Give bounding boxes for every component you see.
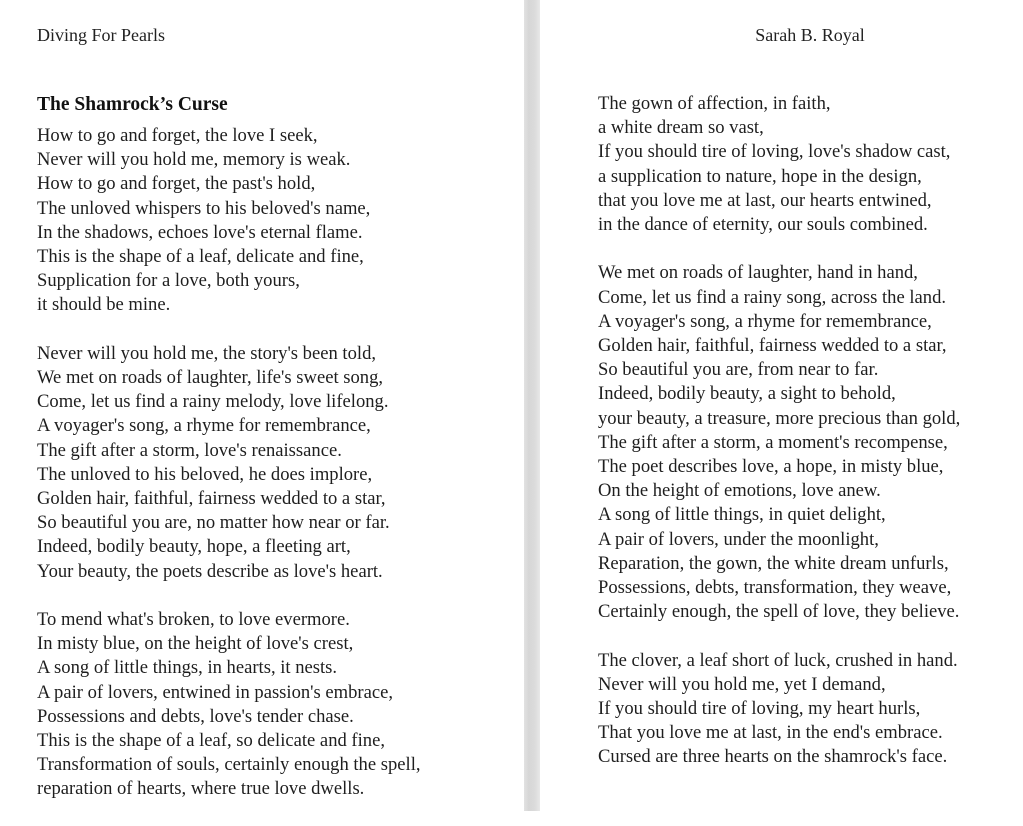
right-page-poem-body xyxy=(598,92,960,794)
poem-line: The poet describes love, a hope, in misty blue, xyxy=(598,456,944,478)
stanza xyxy=(598,261,960,624)
poem-line: On the height of emotions, love anew. xyxy=(598,480,881,502)
poem-line: Come, let us find a rainy melody, love lifelong. xyxy=(37,391,389,413)
poem-line: The unloved whispers to his beloved's name, xyxy=(37,197,371,219)
stanza xyxy=(37,608,421,802)
poem-line: The gift after a storm, a moment's recompense, xyxy=(598,431,948,453)
poem-line: If you should tire of loving, love's shadow cast, xyxy=(598,141,951,163)
poem-line: Supplication for a love, both yours, xyxy=(37,270,300,292)
page-gutter-divider xyxy=(524,0,540,811)
poem-line: in the dance of eternity, our souls combined. xyxy=(598,214,928,236)
poem-line: If you should tire of loving, my heart hurls, xyxy=(598,698,921,720)
poem-line: Certainly enough, the spell of love, they believe. xyxy=(598,601,960,623)
poem-line: A song of little things, in quiet delight, xyxy=(598,504,886,526)
poem-line: it should be mine. xyxy=(37,294,171,316)
right-page xyxy=(540,0,1023,811)
poem-line: Never will you hold me, yet I demand, xyxy=(598,673,886,695)
poem-title: The Shamrock’s Curse xyxy=(37,94,228,115)
poem-line: That you love me at last, in the end's embrace. xyxy=(598,722,943,744)
author-name-header: Sarah B. Royal xyxy=(755,25,865,45)
poem-line: Golden hair, faithful, fairness wedded to a star, xyxy=(37,488,386,510)
poem-line: The unloved to his beloved, he does implore, xyxy=(37,463,373,485)
poem-line: We met on roads of laughter, life's sweet song, xyxy=(37,367,384,389)
stanza xyxy=(598,92,960,237)
stanza xyxy=(37,342,421,584)
poem-line: In the shadows, echoes love's eternal flame. xyxy=(37,221,363,243)
poem-line: Possessions, debts, transformation, they weave, xyxy=(598,577,952,599)
poem-line: Transformation of souls, certainly enough the spell, xyxy=(37,754,421,776)
poem-line: So beautiful you are, no matter how near or far. xyxy=(37,512,390,534)
poem-line: a supplication to nature, hope in the design, xyxy=(598,165,922,187)
poem-line: Cursed are three hearts on the shamrock's face. xyxy=(598,746,948,768)
poem-line: Golden hair, faithful, fairness wedded to a star, xyxy=(598,335,947,357)
poem-line: A voyager's song, a rhyme for remembrance, xyxy=(37,415,371,437)
poem-line: So beautiful you are, from near to far. xyxy=(598,359,879,381)
poem-line: Indeed, bodily beauty, hope, a fleeting art, xyxy=(37,536,351,558)
poem-line: This is the shape of a leaf, so delicate and fine, xyxy=(37,730,385,752)
left-page-poem-body xyxy=(37,124,421,826)
poem-line: A pair of lovers, entwined in passion's embrace, xyxy=(37,681,394,703)
poem-line: Reparation, the gown, the white dream unfurls, xyxy=(598,552,949,574)
stanza xyxy=(37,124,421,318)
poem-line: A voyager's song, a rhyme for remembrance, xyxy=(598,310,932,332)
poem-line: How to go and forget, the past's hold, xyxy=(37,173,316,195)
poem-line: A pair of lovers, under the moonlight, xyxy=(598,528,879,550)
stanza xyxy=(598,649,960,770)
poem-line: Your beauty, the poets describe as love's heart. xyxy=(37,560,383,582)
poem-line: The clover, a leaf short of luck, crushed in hand. xyxy=(598,649,958,671)
poem-line: Come, let us find a rainy song, across the land. xyxy=(598,286,947,308)
poem-line: Possessions and debts, love's tender chase. xyxy=(37,705,354,727)
poem-line: The gift after a storm, love's renaissance. xyxy=(37,439,342,461)
poem-line: Indeed, bodily beauty, a sight to behold, xyxy=(598,383,896,405)
poem-line: The gown of affection, in faith, xyxy=(598,93,831,114)
poem-line: that you love me at last, our hearts entwined, xyxy=(598,189,932,211)
poem-line: To mend what's broken, to love evermore. xyxy=(37,609,350,631)
poem-line: How to go and forget, the love I seek, xyxy=(37,125,318,146)
poem-line: reparation of hearts, where true love dwells. xyxy=(37,778,365,800)
poem-line: your beauty, a treasure, more precious than gold, xyxy=(598,407,961,429)
poem-line: In misty blue, on the height of love's crest, xyxy=(37,633,354,655)
poem-line: Never will you hold me, memory is weak. xyxy=(37,149,351,171)
poem-line: This is the shape of a leaf, delicate and fine, xyxy=(37,246,364,268)
poem-line: A song of little things, in hearts, it nests. xyxy=(37,657,338,679)
poem-line: We met on roads of laughter, hand in hand, xyxy=(598,262,918,284)
poem-line: Never will you hold me, the story's been told, xyxy=(37,342,377,364)
poem-line: a white dream so vast, xyxy=(598,117,764,139)
book-title-header: Diving For Pearls xyxy=(37,25,165,45)
